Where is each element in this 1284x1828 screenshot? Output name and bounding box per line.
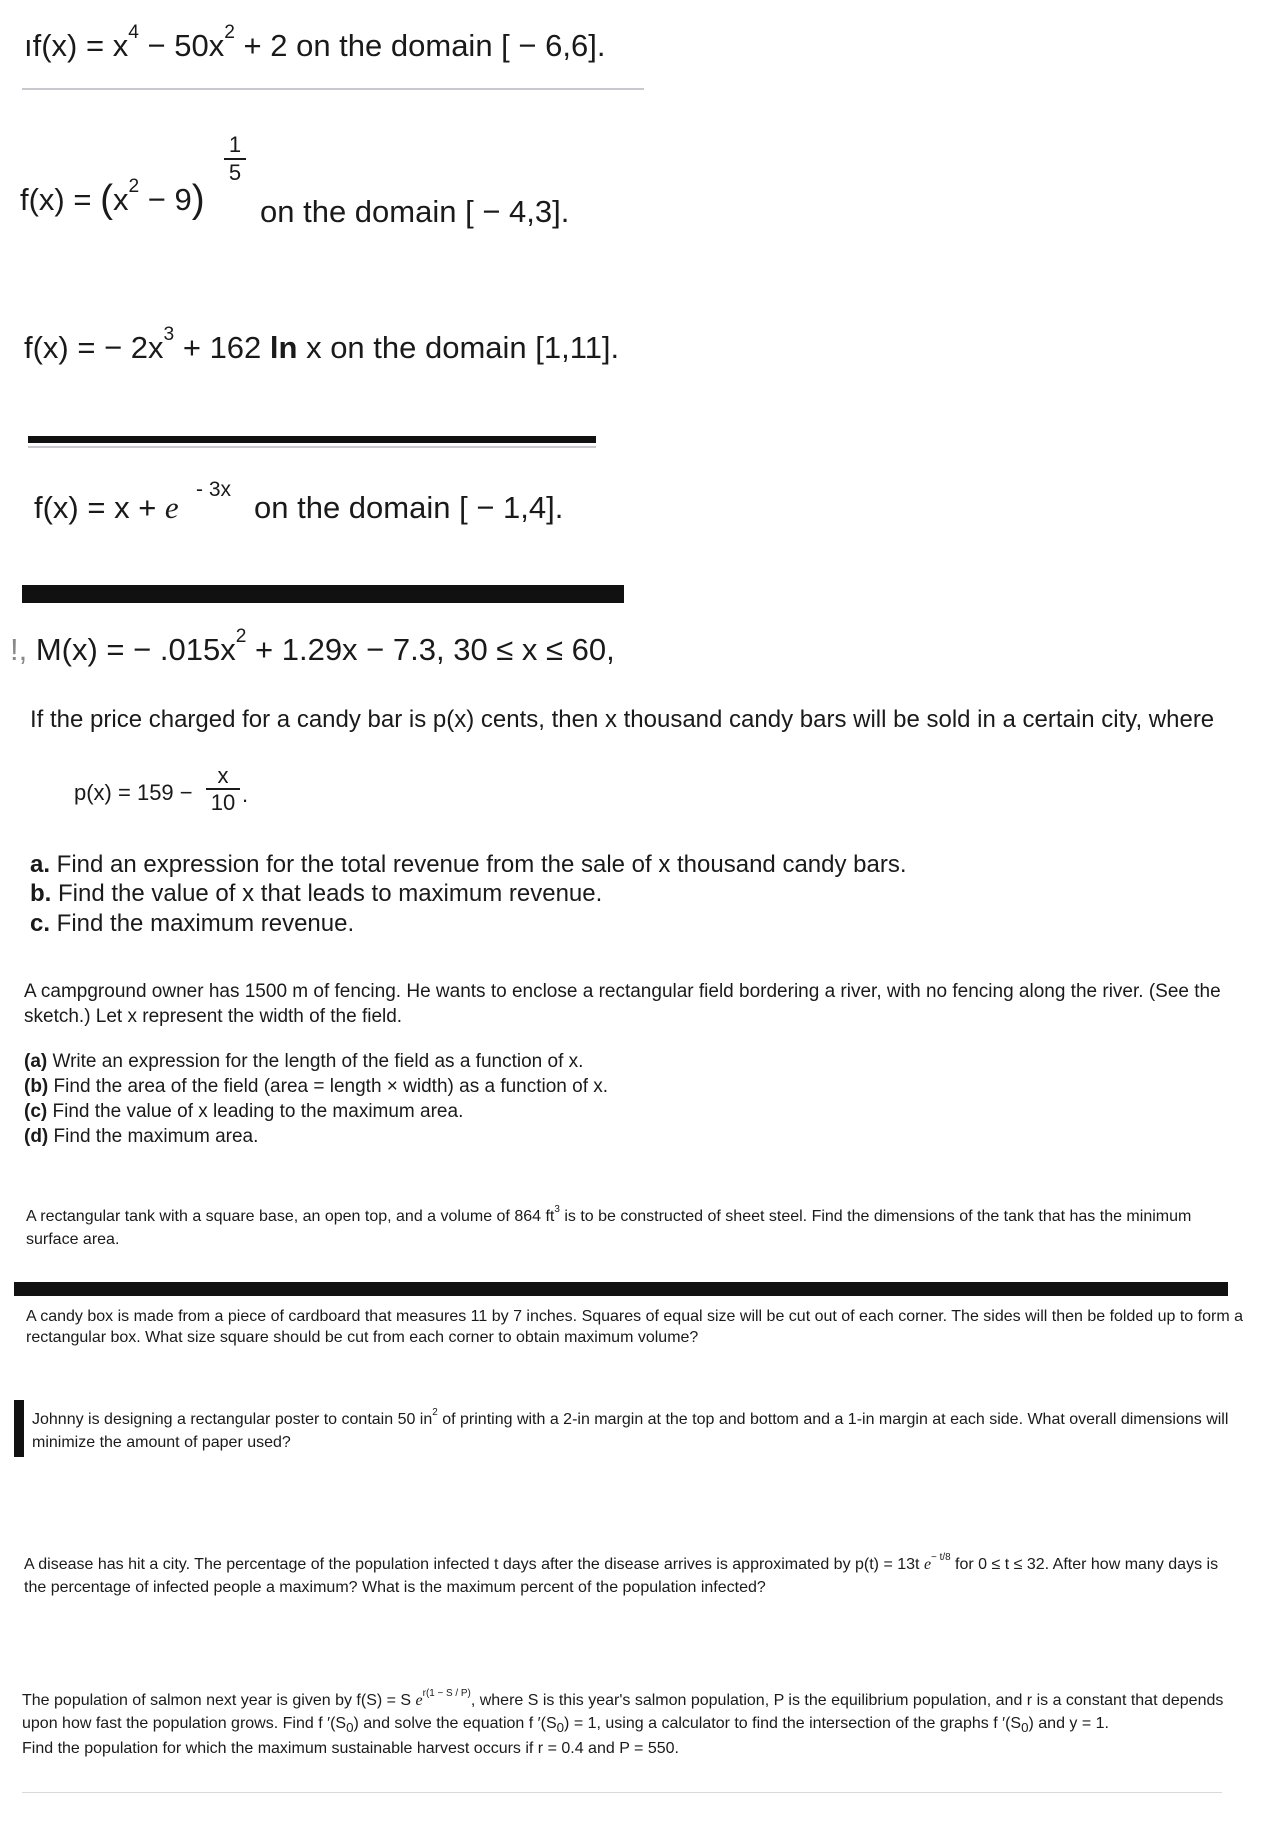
candy-bar-formula-lhs: p(x) = 159 −	[74, 780, 193, 805]
campground-intro: A campground owner has 1500 m of fencing. He wants to enclose a rectangular field bordering a river, with no fencing along the river. (See the sketch.) Let x represent the width of the field.	[24, 981, 1221, 1027]
campground-part-d	[24, 1124, 258, 1149]
problem-2-base: x	[113, 182, 129, 217]
disease-text-a: A disease has hit a city. The percentage of the population infected t days after the disease arrives is approximated by p(t) = 13t	[24, 1556, 924, 1573]
salmon-text-c: and solve the equation f ′	[358, 1715, 541, 1732]
candy-bar-part-a	[30, 850, 907, 880]
problem-3-ln: ln	[269, 330, 298, 365]
poster-exp2: 2	[432, 1406, 438, 1418]
candy-bar-fraction	[206, 764, 240, 816]
problem-5-prefix: !,	[10, 632, 28, 667]
salmon-text-b: , where S is this year's salmon population, P is the equilibrium population, and r is a constant that depends upon how fast the population grows. Find f ′	[22, 1692, 1224, 1732]
problem-4-e: e	[164, 490, 179, 525]
problem-1-mid: − 50x	[138, 28, 225, 63]
problem-1-tail: + 2 on the domain [ − 6,6].	[234, 28, 606, 63]
tank-text-a: A rectangular tank with a square base, an open top, and a volume of 864 ft	[26, 1208, 555, 1225]
problem-2-exp2: 2	[128, 175, 140, 197]
disease-problem	[24, 1551, 1244, 1598]
candy-bar-part-c	[30, 909, 354, 939]
problem-5-exp2: 2	[235, 625, 247, 647]
campground-a-text: Write an expression for the length of the field as a function of x.	[47, 1051, 584, 1072]
problem-5-function	[10, 625, 615, 668]
candy-box-problem: A candy box is made from a piece of cardboard that measures 11 by 7 inches. Squares of equal size will be cut out of each corner. The sides will then be folded up to form a rectangular box. What size square should be cut from each corner to obtain maximum volume?	[26, 1308, 1243, 1346]
campground-part-a	[24, 1049, 583, 1074]
salmon-s0-a: S	[335, 1715, 347, 1732]
campground-part-b	[24, 1074, 608, 1099]
campground-b-text: Find the area of the field (area = length × width) as a function of x.	[48, 1076, 609, 1097]
problem-3-lhs: f(x) = − 2x	[24, 330, 164, 365]
campground-part-c	[24, 1099, 463, 1124]
problem-4-lhs: f(x) = x +	[34, 490, 165, 525]
problem-4-tail: on the domain [ − 1,4].	[254, 490, 564, 525]
candy-bar-c-text: Find the maximum revenue.	[50, 910, 355, 937]
problem-2-lhs: f(x) =	[20, 182, 101, 217]
problem-3-mid: + 162	[174, 330, 270, 365]
candy-bar-part-b	[30, 879, 602, 909]
problem-1-exp2: 2	[224, 21, 235, 43]
candy-bar-a-label: a.	[30, 851, 51, 878]
candy-bar-c-label: c.	[30, 910, 51, 937]
tank-text-b: is to be constructed of sheet steel. Find the dimensions of the tank that has the minimum surface area.	[26, 1208, 1192, 1248]
salmon-s0-c: S	[1010, 1715, 1022, 1732]
salmon-e: e	[415, 1692, 423, 1709]
divider-line	[22, 1792, 1222, 1793]
tank-problem	[26, 1203, 1246, 1250]
disease-text-b: for 0 ≤ t ≤ 32. After how many days is the percentage of infected people a maximum? What is the maximum percent of the population infected?	[24, 1556, 1219, 1596]
problem-1-prefix: ı	[24, 28, 33, 63]
poster-problem	[32, 1406, 1242, 1453]
problem-1-exp4: 4	[128, 21, 139, 43]
candy-bar-b-text: Find the value of x that leads to maximum revenue.	[51, 880, 603, 907]
divider-line	[22, 88, 644, 90]
salmon-line2: Find the population for which the maximum sustainable harvest occurs if r = 0.4 and P = 550.	[22, 1740, 679, 1758]
salmon-s0-sub-c: 0	[1021, 1720, 1029, 1736]
black-bar	[14, 1400, 24, 1457]
problem-4-function	[34, 490, 179, 526]
campground-d-label: (d)	[24, 1126, 49, 1147]
poster-text-b: of printing with a 2-in margin at the top and bottom and a 1-in margin at each side. What overall dimensions will minimize the amount of paper used?	[32, 1411, 1229, 1451]
campground-c-text: Find the value of x leading to the maximum area.	[47, 1101, 464, 1122]
problem-2-frac-den: 5	[228, 160, 242, 185]
black-bar	[14, 1282, 1228, 1296]
salmon-text-d: = 1, using a calculator to find the intersection of the graphs f ′	[569, 1715, 1006, 1732]
problem-2-minus9: − 9	[139, 182, 192, 217]
problem-3-tail: x on the domain [1,11].	[297, 330, 620, 365]
problem-4-exponent: - 3x	[196, 478, 232, 501]
problem-1-lhs: f(x) = x	[32, 28, 129, 63]
salmon-s0-sub: 0	[346, 1720, 354, 1736]
problem-1-function	[24, 21, 606, 64]
campground-a-label: (a)	[24, 1051, 48, 1072]
problem-3-function	[24, 323, 620, 366]
campground-d-text: Find the maximum area.	[48, 1126, 259, 1147]
problem-3-exp3: 3	[163, 323, 175, 345]
salmon-problem: The population of salmon next year is given by f(S) = S $e^{r(1 - S / P)}$, where S is this year's salmon population, P is the equilibrium population, and r is a constant that depends upon how fast the population grows. Find f $'(S_0)$ and solve the equation f $'(S_0) = 1$, using a calculator to find the intersection of the graphs f $'(S_0)$ and y = 1. Find the population for which the maximum sustainable harvest occurs if r = 0.4 and P = 550.	[22, 1690, 1246, 1759]
candy-bar-formula-end: .	[242, 782, 249, 807]
candy-bar-intro: If the price charged for a candy bar is p(x) cents, then x thousand candy bars will be sold in a certain city, where	[30, 706, 1215, 733]
candy-bar-formula	[74, 780, 193, 806]
problem-2-function: $f(x) = (x^2 - 9)$	[20, 175, 205, 221]
black-bar	[22, 585, 624, 603]
candy-bar-frac-num: x	[206, 764, 240, 790]
problem-2-exponent-fraction	[224, 132, 246, 186]
candy-bar-a-text: Find an expression for the total revenue from the sale of x thousand candy bars.	[50, 851, 907, 878]
poster-text-a: Johnny is designing a rectangular poster to contain 50 in	[32, 1411, 433, 1428]
candy-bar-frac-den: 10	[210, 790, 236, 815]
problem-2-tail: on the domain [ − 4,3].	[260, 194, 570, 229]
salmon-exp: r(1 − S / P)	[422, 1687, 471, 1699]
campground-b-label: (b)	[24, 1076, 49, 1097]
black-bar	[28, 436, 596, 443]
disease-e: e	[923, 1556, 932, 1573]
tank-exp3: 3	[554, 1203, 560, 1215]
problem-2-frac-num: 1	[224, 132, 246, 160]
problem-5-tail: + 1.29x − 7.3, 30 ≤ x ≤ 60,	[246, 632, 615, 667]
divider-line	[28, 446, 596, 448]
salmon-text-e: and y = 1.	[1033, 1715, 1109, 1732]
salmon-s0-b: S	[545, 1715, 557, 1732]
disease-exp: − t/8	[931, 1551, 951, 1563]
salmon-text-a: The population of salmon next year is given by f(S) = S	[22, 1692, 416, 1709]
campground-c-label: (c)	[24, 1101, 48, 1122]
problem-5-lhs: M(x) = − .015x	[27, 632, 236, 667]
candy-bar-b-label: b.	[30, 880, 52, 907]
salmon-s0-sub-b: 0	[556, 1720, 565, 1736]
